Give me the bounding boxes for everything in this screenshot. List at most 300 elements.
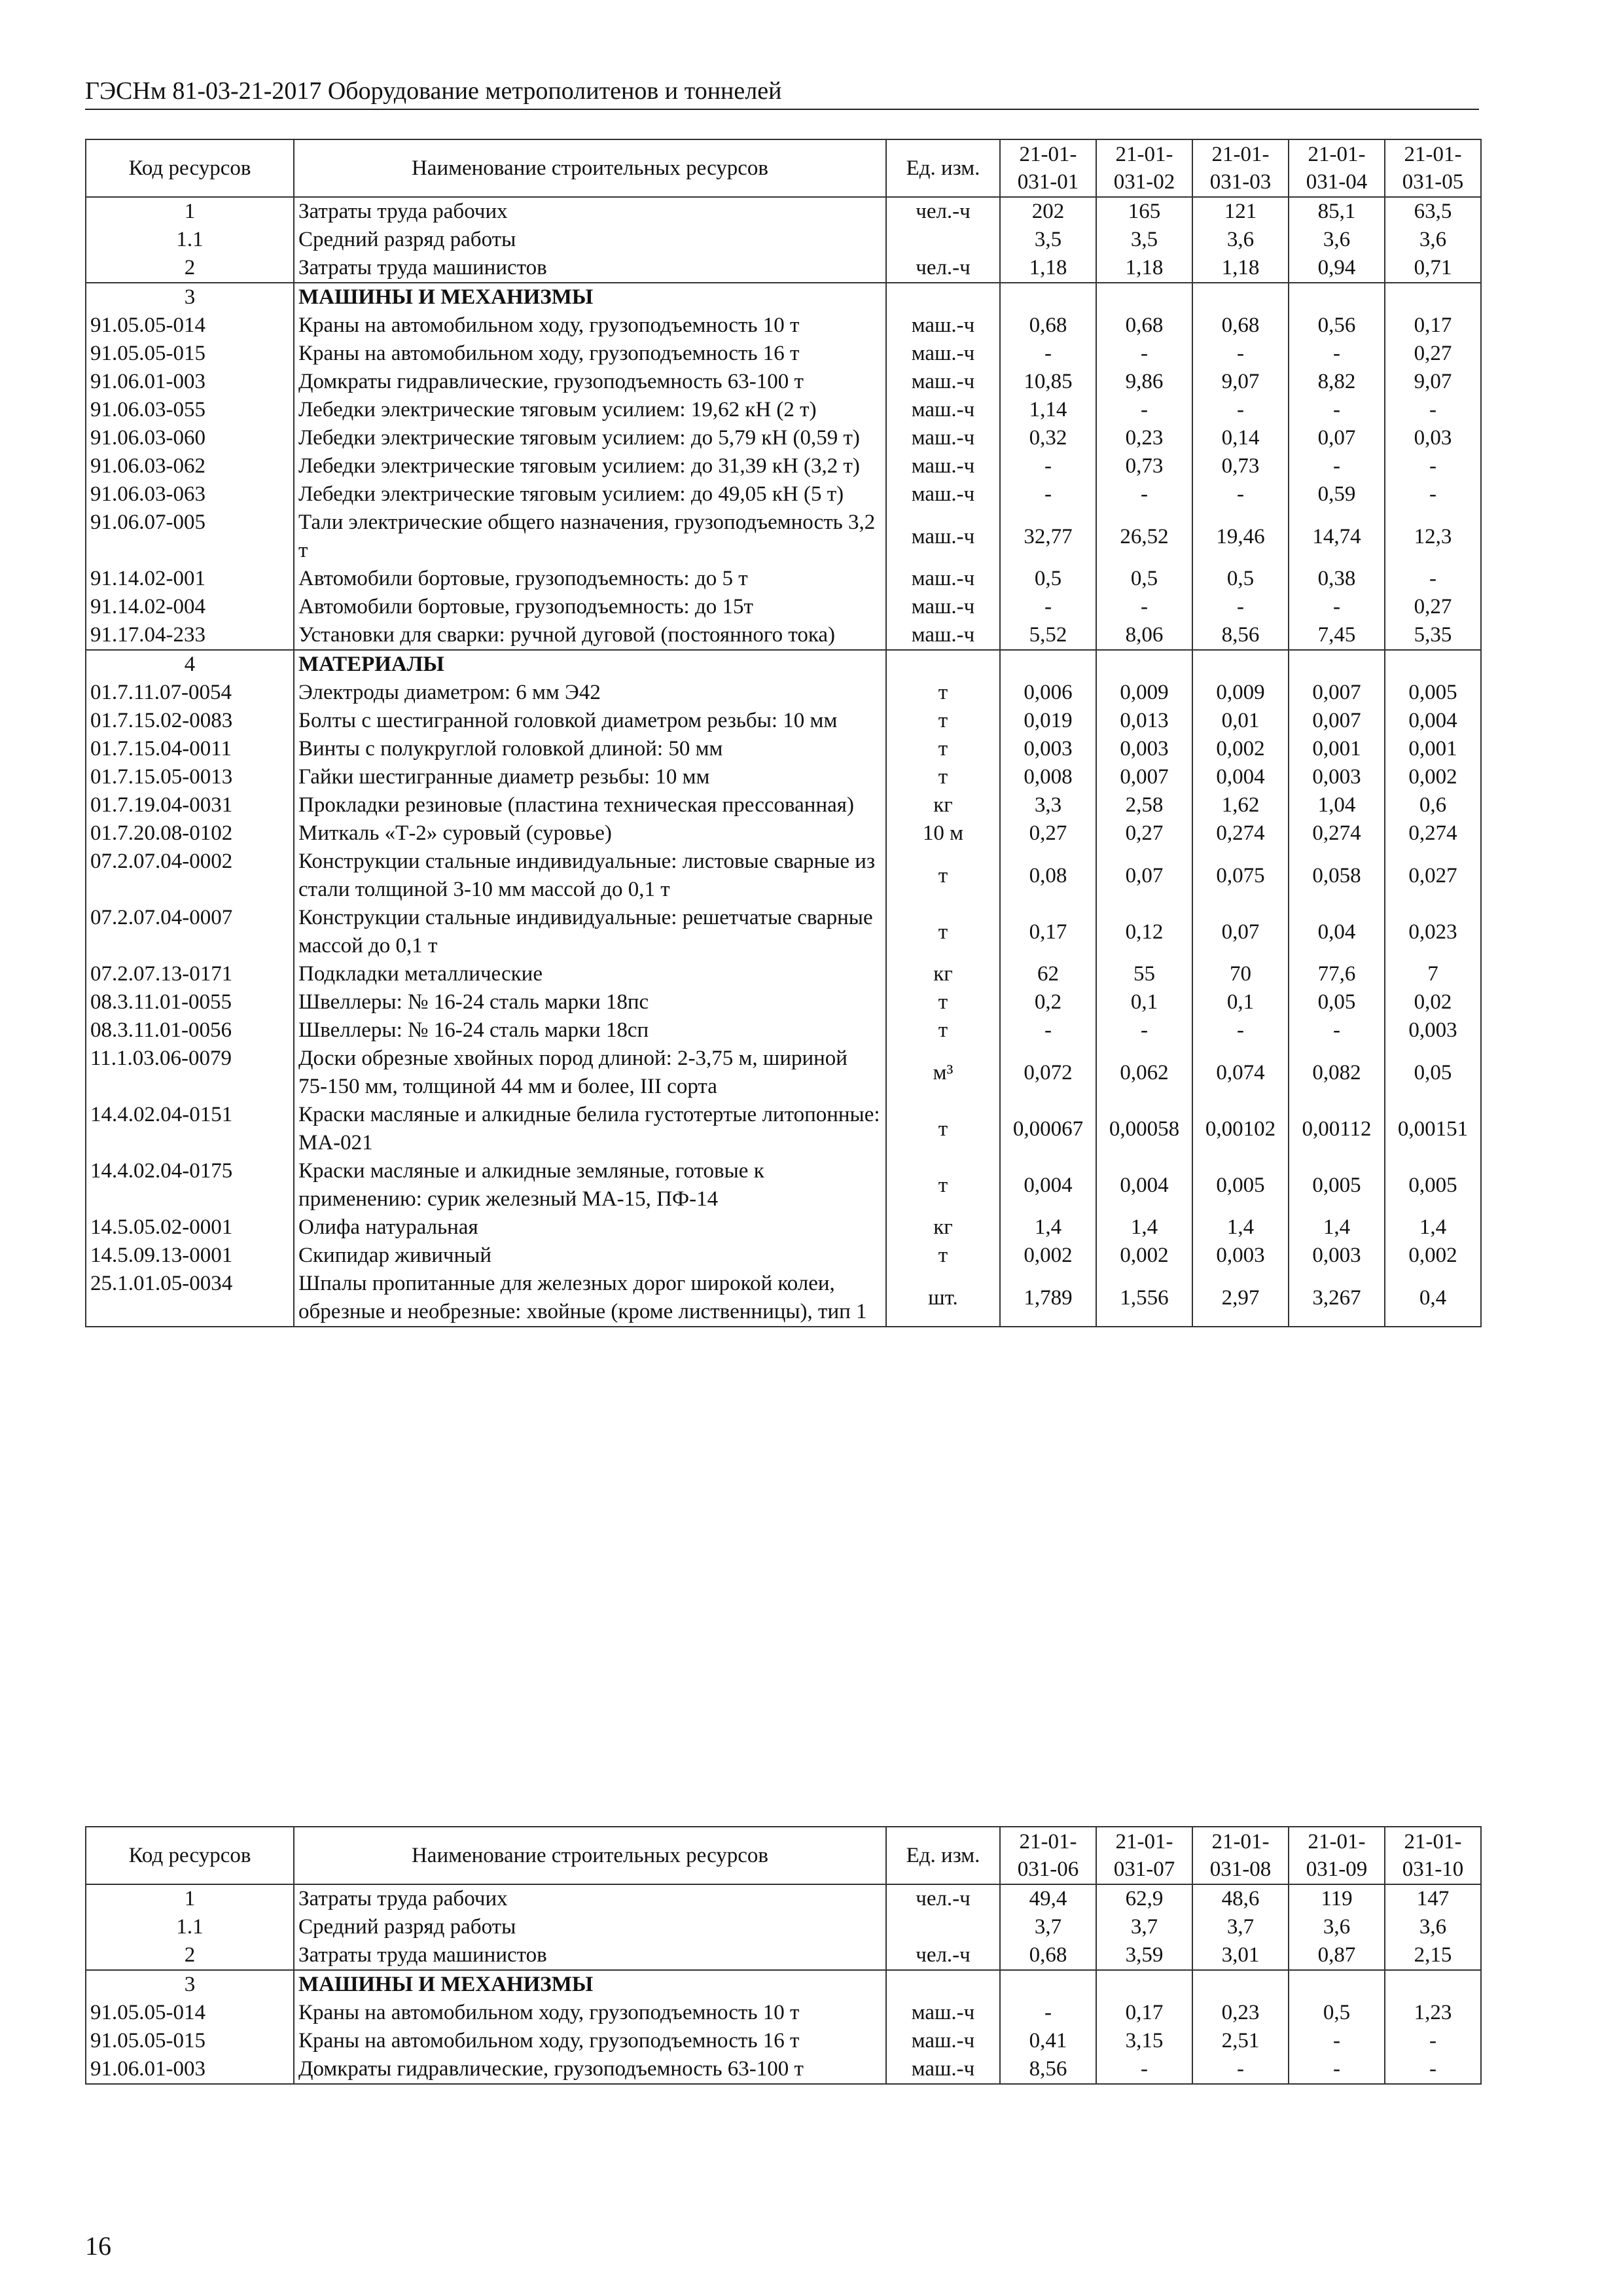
norm-value-cell: 0,007	[1289, 707, 1385, 735]
resource-code-cell: 01.7.15.02-0083	[86, 707, 294, 735]
unit-cell	[886, 226, 1000, 254]
column-header-norm: 21-01-031-04	[1289, 139, 1385, 197]
norm-value-cell: -	[1192, 480, 1289, 509]
unit-cell: кг	[886, 791, 1000, 819]
unit-cell: маш.-ч	[886, 2055, 1000, 2084]
table-row	[86, 283, 1481, 312]
resource-code-cell: 91.05.05-014	[86, 312, 294, 340]
norm-value-cell: -	[1192, 593, 1289, 621]
norm-value-cell: 2,15	[1385, 1941, 1481, 1970]
table-row	[86, 1941, 1481, 1970]
norm-value-cell: 1,23	[1385, 1999, 1481, 2027]
table-header-row	[86, 1827, 1481, 1884]
norm-value-cell: 63,5	[1385, 197, 1481, 226]
table-row	[86, 819, 1481, 848]
unit-cell: 10 м	[886, 819, 1000, 848]
norm-value-cell: 0,87	[1289, 1941, 1385, 1970]
resource-name-cell: Винты с полукруглой головкой длиной: 50 мм	[294, 735, 886, 763]
norm-value-cell: 7,45	[1289, 621, 1385, 650]
norm-value-cell: 70	[1192, 960, 1289, 988]
resource-name-cell: Шпалы пропитанные для железных дорог широкой колеи, обрезные и необрезные: хвойные (кроме лиственницы), тип 1	[294, 1270, 886, 1327]
norm-value-cell: 1,789	[1000, 1270, 1096, 1327]
norm-value-cell: 0,274	[1192, 819, 1289, 848]
unit-cell: маш.-ч	[886, 424, 1000, 452]
norm-value-cell: 3,7	[1096, 1913, 1192, 1941]
resource-name-cell: Затраты труда рабочих	[294, 197, 886, 226]
norm-value-cell: 0,73	[1192, 452, 1289, 480]
resource-code-cell: 11.1.03.06-0079	[86, 1045, 294, 1101]
norm-value-cell: 0,17	[1000, 904, 1096, 960]
norm-value-cell: 0,023	[1385, 904, 1481, 960]
norm-value-cell: -	[1192, 396, 1289, 424]
resource-name-cell: Домкраты гидравлические, грузоподъемность 63-100 т	[294, 2055, 886, 2084]
table-row	[86, 480, 1481, 509]
norm-value-cell	[1385, 1970, 1481, 1999]
norm-value-cell: 0,27	[1385, 593, 1481, 621]
norm-value-cell: 2,58	[1096, 791, 1192, 819]
norm-value-cell: 0,002	[1385, 1242, 1481, 1270]
table-row	[86, 791, 1481, 819]
norm-value-cell: -	[1385, 565, 1481, 593]
norm-value-cell: -	[1096, 480, 1192, 509]
resource-name-cell: Средний разряд работы	[294, 226, 886, 254]
norm-value-cell: 12,3	[1385, 509, 1481, 565]
table-row	[86, 679, 1481, 707]
norm-value-cell: 0,003	[1385, 1016, 1481, 1045]
unit-cell	[886, 1970, 1000, 1999]
unit-cell: маш.-ч	[886, 340, 1000, 368]
table-row	[86, 1884, 1481, 1913]
norm-value-cell	[1192, 650, 1289, 679]
norm-value-cell: 0,14	[1192, 424, 1289, 452]
norm-value-cell: 48,6	[1192, 1884, 1289, 1913]
resource-code-cell: 91.06.01-003	[86, 2055, 294, 2084]
unit-cell: шт.	[886, 1270, 1000, 1327]
unit-cell: чел.-ч	[886, 1941, 1000, 1970]
resource-name-cell: Болты с шестигранной головкой диаметром резьбы: 10 мм	[294, 707, 886, 735]
norm-value-cell: 0,072	[1000, 1045, 1096, 1101]
unit-cell: т	[886, 1016, 1000, 1045]
norm-value-cell: -	[1385, 2055, 1481, 2084]
norm-value-cell: -	[1289, 452, 1385, 480]
table-row	[86, 340, 1481, 368]
norm-value-cell: -	[1000, 340, 1096, 368]
norm-value-cell: 0,003	[1096, 735, 1192, 763]
resource-code-cell: 91.06.03-055	[86, 396, 294, 424]
norm-value-cell: 5,52	[1000, 621, 1096, 650]
norm-value-cell: 5,35	[1385, 621, 1481, 650]
norm-value-cell: 0,009	[1192, 679, 1289, 707]
norm-value-cell: 0,27	[1096, 819, 1192, 848]
resource-name-cell: Доски обрезные хвойных пород длиной: 2-3,75 м, шириной 75-150 мм, толщиной 44 мм и более, III сорта	[294, 1045, 886, 1101]
column-header-norm: 21-01-031-07	[1096, 1827, 1192, 1884]
norm-value-cell: -	[1385, 452, 1481, 480]
resource-code-cell: 91.14.02-004	[86, 593, 294, 621]
norm-value-cell: 0,00067	[1000, 1101, 1096, 1157]
norm-value-cell: -	[1096, 396, 1192, 424]
norm-value-cell: 0,32	[1000, 424, 1096, 452]
table-row	[86, 621, 1481, 650]
norm-value-cell: 0,68	[1000, 312, 1096, 340]
resource-code-cell: 01.7.11.07-0054	[86, 679, 294, 707]
table-row	[86, 424, 1481, 452]
table-row	[86, 565, 1481, 593]
unit-cell: маш.-ч	[886, 2027, 1000, 2055]
norm-value-cell: 1,556	[1096, 1270, 1192, 1327]
table-row	[86, 1970, 1481, 1999]
resource-name-cell: Конструкции стальные индивидуальные: решетчатые сварные массой до 0,1 т	[294, 904, 886, 960]
column-header-norm: 21-01-031-06	[1000, 1827, 1096, 1884]
norm-value-cell: 1,4	[1000, 1213, 1096, 1242]
unit-cell: маш.-ч	[886, 312, 1000, 340]
page-header: ГЭСНм 81-03-21-2017 Оборудование метрополитенов и тоннелей	[85, 76, 1479, 110]
column-header-norm: 21-01-031-08	[1192, 1827, 1289, 1884]
norm-value-cell: 3,5	[1096, 226, 1192, 254]
resource-code-cell: 91.06.01-003	[86, 368, 294, 396]
resource-name-cell: Краны на автомобильном ходу, грузоподъемность 10 т	[294, 312, 886, 340]
norm-value-cell: 3,01	[1192, 1941, 1289, 1970]
resource-name-cell: Лебедки электрические тяговым усилием: 19,62 кН (2 т)	[294, 396, 886, 424]
norm-value-cell: 1,18	[1192, 254, 1289, 283]
norm-value-cell: 0,274	[1385, 819, 1481, 848]
column-header-norm: 21-01-031-01	[1000, 139, 1096, 197]
norm-value-cell: 0,07	[1192, 904, 1289, 960]
norm-value-cell: 0,003	[1192, 1242, 1289, 1270]
table-row	[86, 312, 1481, 340]
resource-name-cell: Швеллеры: № 16-24 сталь марки 18пс	[294, 988, 886, 1016]
norm-value-cell: 0,075	[1192, 848, 1289, 904]
norm-value-cell: 0,058	[1289, 848, 1385, 904]
norm-value-cell	[1192, 1970, 1289, 1999]
norm-value-cell: 0,23	[1096, 424, 1192, 452]
norm-value-cell: 0,004	[1385, 707, 1481, 735]
norm-value-cell: 0,38	[1289, 565, 1385, 593]
norm-value-cell: 0,6	[1385, 791, 1481, 819]
norm-value-cell: 77,6	[1289, 960, 1385, 988]
table-row	[86, 650, 1481, 679]
unit-cell: маш.-ч	[886, 509, 1000, 565]
norm-value-cell: 0,004	[1000, 1157, 1096, 1213]
norm-value-cell: 0,17	[1385, 312, 1481, 340]
norm-value-cell: 0,68	[1096, 312, 1192, 340]
norm-value-cell: 10,85	[1000, 368, 1096, 396]
norm-value-cell: 0,00102	[1192, 1101, 1289, 1157]
table-row	[86, 226, 1481, 254]
table-row	[86, 197, 1481, 226]
norm-value-cell: -	[1096, 593, 1192, 621]
norm-value-cell: 9,07	[1192, 368, 1289, 396]
unit-cell: т	[886, 988, 1000, 1016]
norm-value-cell: 0,001	[1385, 735, 1481, 763]
unit-cell: т	[886, 679, 1000, 707]
norm-value-cell: 0,07	[1096, 848, 1192, 904]
resource-code-cell: 07.2.07.04-0002	[86, 848, 294, 904]
table-row	[86, 1101, 1481, 1157]
norm-value-cell: -	[1096, 2055, 1192, 2084]
norm-value-cell: 7	[1385, 960, 1481, 988]
unit-cell: маш.-ч	[886, 565, 1000, 593]
resource-name-cell: Затраты труда рабочих	[294, 1884, 886, 1913]
column-header-norm: 21-01-031-05	[1385, 139, 1481, 197]
column-header-norm: 21-01-031-02	[1096, 139, 1192, 197]
norm-value-cell: 0,03	[1385, 424, 1481, 452]
resource-code-cell: 01.7.15.04-0011	[86, 735, 294, 763]
norm-value-cell: 0,008	[1000, 763, 1096, 791]
resource-code-cell: 01.7.20.08-0102	[86, 819, 294, 848]
resource-name-cell: Гайки шестигранные диаметр резьбы: 10 мм	[294, 763, 886, 791]
norm-value-cell: 0,12	[1096, 904, 1192, 960]
norm-value-cell: 121	[1192, 197, 1289, 226]
norm-value-cell: 0,019	[1000, 707, 1096, 735]
norm-value-cell: 0,68	[1000, 1941, 1096, 1970]
norm-value-cell: 0,001	[1289, 735, 1385, 763]
resource-code-cell: 91.05.05-015	[86, 2027, 294, 2055]
resource-name-cell: Автомобили бортовые, грузоподъемность: до 5 т	[294, 565, 886, 593]
resource-code-cell: 25.1.01.05-0034	[86, 1270, 294, 1327]
norm-value-cell: 3,6	[1289, 1913, 1385, 1941]
unit-cell: маш.-ч	[886, 452, 1000, 480]
table-row	[86, 988, 1481, 1016]
resource-code-cell: 91.06.07-005	[86, 509, 294, 565]
column-header-code: Код ресурсов	[86, 139, 294, 197]
norm-value-cell	[1096, 1970, 1192, 1999]
norm-value-cell: 0,009	[1096, 679, 1192, 707]
resource-code-cell: 91.17.04-233	[86, 621, 294, 650]
unit-cell: т	[886, 763, 1000, 791]
norm-value-cell: 8,56	[1000, 2055, 1096, 2084]
unit-cell: т	[886, 848, 1000, 904]
unit-cell: т	[886, 1101, 1000, 1157]
norm-value-cell: 0,062	[1096, 1045, 1192, 1101]
norm-value-cell: 0,5	[1192, 565, 1289, 593]
norm-value-cell: 55	[1096, 960, 1192, 988]
norm-value-cell: 3,267	[1289, 1270, 1385, 1327]
unit-cell: т	[886, 707, 1000, 735]
norm-value-cell: 85,1	[1289, 197, 1385, 226]
norm-value-cell: 0,027	[1385, 848, 1481, 904]
norm-value-cell: 3,6	[1385, 1913, 1481, 1941]
column-header-code: Код ресурсов	[86, 1827, 294, 1884]
norm-value-cell: -	[1385, 2027, 1481, 2055]
resource-name-cell: Краны на автомобильном ходу, грузоподъемность 10 т	[294, 1999, 886, 2027]
table-row	[86, 960, 1481, 988]
norm-value-cell: 0,074	[1192, 1045, 1289, 1101]
resource-code-cell: 91.06.03-063	[86, 480, 294, 509]
norm-value-cell: 0,005	[1192, 1157, 1289, 1213]
resource-name-cell: Краны на автомобильном ходу, грузоподъемность 16 т	[294, 2027, 886, 2055]
table-row	[86, 396, 1481, 424]
norm-value-cell	[1096, 650, 1192, 679]
table-header-row	[86, 139, 1481, 197]
norm-value-cell: 0,013	[1096, 707, 1192, 735]
unit-cell: маш.-ч	[886, 480, 1000, 509]
norm-value-cell: 0,27	[1385, 340, 1481, 368]
unit-cell: маш.-ч	[886, 368, 1000, 396]
norm-value-cell: 8,82	[1289, 368, 1385, 396]
norm-value-cell: -	[1289, 1016, 1385, 1045]
norm-value-cell	[1000, 283, 1096, 312]
norm-value-cell: 0,08	[1000, 848, 1096, 904]
norm-value-cell: 0,002	[1192, 735, 1289, 763]
resource-name-cell: Установки для сварки: ручной дуговой (постоянного тока)	[294, 621, 886, 650]
resource-code-cell: 1.1	[86, 226, 294, 254]
norm-value-cell: 0,002	[1096, 1242, 1192, 1270]
unit-cell: маш.-ч	[886, 621, 1000, 650]
norm-value-cell: 1,04	[1289, 791, 1385, 819]
resource-table-2	[85, 1826, 1482, 2085]
norm-value-cell: 26,52	[1096, 509, 1192, 565]
norm-value-cell: -	[1000, 480, 1096, 509]
resource-name-cell: Олифа натуральная	[294, 1213, 886, 1242]
norm-value-cell	[1289, 1970, 1385, 1999]
unit-cell: чел.-ч	[886, 254, 1000, 283]
resource-name-cell: Лебедки электрические тяговым усилием: до 49,05 кН (5 т)	[294, 480, 886, 509]
resource-code-cell: 08.3.11.01-0056	[86, 1016, 294, 1045]
norm-value-cell: -	[1000, 1016, 1096, 1045]
table-row	[86, 509, 1481, 565]
resource-name-cell: Скипидар живичный	[294, 1242, 886, 1270]
column-header-norm: 21-01-031-09	[1289, 1827, 1385, 1884]
norm-value-cell: 49,4	[1000, 1884, 1096, 1913]
norm-value-cell: 1,4	[1289, 1213, 1385, 1242]
norm-value-cell: 0,00058	[1096, 1101, 1192, 1157]
table-row	[86, 2027, 1481, 2055]
norm-value-cell: 62,9	[1096, 1884, 1192, 1913]
norm-value-cell: 32,77	[1000, 509, 1096, 565]
norm-value-cell: 0,27	[1000, 819, 1096, 848]
norm-value-cell: 0,5	[1000, 565, 1096, 593]
norm-value-cell: 1,14	[1000, 396, 1096, 424]
resource-code-cell: 1.1	[86, 1913, 294, 1941]
norm-value-cell: -	[1289, 593, 1385, 621]
table-body	[86, 1884, 1481, 2084]
unit-cell	[886, 283, 1000, 312]
resource-code-cell: 91.06.03-060	[86, 424, 294, 452]
resource-code-cell: 91.14.02-001	[86, 565, 294, 593]
resource-name-cell: Лебедки электрические тяговым усилием: до 5,79 кН (0,59 т)	[294, 424, 886, 452]
table-body	[86, 197, 1481, 1327]
norm-value-cell: 3,7	[1192, 1913, 1289, 1941]
resource-code-cell: 91.06.03-062	[86, 452, 294, 480]
resource-name-cell: Краны на автомобильном ходу, грузоподъемность 16 т	[294, 340, 886, 368]
norm-value-cell: -	[1192, 2055, 1289, 2084]
norm-value-cell: 0,05	[1289, 988, 1385, 1016]
norm-value-cell: 0,07	[1289, 424, 1385, 452]
column-header-name: Наименование строительных ресурсов	[294, 1827, 886, 1884]
norm-value-cell: -	[1000, 452, 1096, 480]
norm-value-cell: 0,004	[1096, 1157, 1192, 1213]
norm-value-cell: -	[1289, 396, 1385, 424]
resource-name-cell: Миткаль «Т-2» суровый (суровье)	[294, 819, 886, 848]
table-row	[86, 593, 1481, 621]
resource-name-cell: Средний разряд работы	[294, 1913, 886, 1941]
norm-value-cell: 0,005	[1385, 679, 1481, 707]
norm-value-cell: 0,005	[1385, 1157, 1481, 1213]
table-row	[86, 2055, 1481, 2084]
norm-value-cell: 0,00112	[1289, 1101, 1385, 1157]
resource-name-cell: Тали электрические общего назначения, грузоподъемность 3,2 т	[294, 509, 886, 565]
norm-value-cell: 3,6	[1289, 226, 1385, 254]
table-row	[86, 848, 1481, 904]
norm-value-cell: 62	[1000, 960, 1096, 988]
norm-value-cell	[1289, 283, 1385, 312]
table-row	[86, 1913, 1481, 1941]
resource-code-cell: 14.5.09.13-0001	[86, 1242, 294, 1270]
table-row	[86, 1270, 1481, 1327]
norm-value-cell: 8,06	[1096, 621, 1192, 650]
table-row	[86, 1045, 1481, 1101]
norm-value-cell: 3,5	[1000, 226, 1096, 254]
norm-value-cell: 0,003	[1000, 735, 1096, 763]
table-row	[86, 1999, 1481, 2027]
norm-value-cell: 0,002	[1385, 763, 1481, 791]
norm-value-cell: 3,6	[1385, 226, 1481, 254]
norm-value-cell: 0,003	[1289, 1242, 1385, 1270]
resource-code-cell: 3	[86, 1970, 294, 1999]
norm-value-cell	[1385, 283, 1481, 312]
resource-name-cell: Конструкции стальные индивидуальные: листовые сварные из стали толщиной 3-10 мм массой до 0,1 т	[294, 848, 886, 904]
norm-value-cell	[1385, 650, 1481, 679]
resource-name-cell: Лебедки электрические тяговым усилием: до 31,39 кН (3,2 т)	[294, 452, 886, 480]
norm-value-cell: -	[1289, 2027, 1385, 2055]
column-header-norm: 21-01-031-03	[1192, 139, 1289, 197]
unit-cell: чел.-ч	[886, 1884, 1000, 1913]
unit-cell	[886, 1913, 1000, 1941]
norm-value-cell: -	[1289, 2055, 1385, 2084]
table-row	[86, 1242, 1481, 1270]
resource-code-cell: 1	[86, 1884, 294, 1913]
resource-code-cell: 91.05.05-015	[86, 340, 294, 368]
norm-value-cell: 0,23	[1192, 1999, 1289, 2027]
resource-name-cell: МАТЕРИАЛЫ	[294, 650, 886, 679]
resource-code-cell: 14.5.05.02-0001	[86, 1213, 294, 1242]
resource-name-cell: Краски масляные и алкидные белила густотертые литопонные: МА-021	[294, 1101, 886, 1157]
norm-value-cell: 2,97	[1192, 1270, 1289, 1327]
norm-value-cell: -	[1192, 1016, 1289, 1045]
norm-value-cell: -	[1289, 340, 1385, 368]
resource-name-cell: Швеллеры: № 16-24 сталь марки 18сп	[294, 1016, 886, 1045]
norm-value-cell: 147	[1385, 1884, 1481, 1913]
unit-cell: маш.-ч	[886, 593, 1000, 621]
norm-value-cell: -	[1192, 340, 1289, 368]
norm-value-cell: 1,4	[1096, 1213, 1192, 1242]
norm-value-cell: -	[1000, 1999, 1096, 2027]
table-row	[86, 763, 1481, 791]
norm-value-cell: 1,18	[1096, 254, 1192, 283]
norm-value-cell: 3,59	[1096, 1941, 1192, 1970]
resource-code-cell: 4	[86, 650, 294, 679]
resource-code-cell: 08.3.11.01-0055	[86, 988, 294, 1016]
norm-value-cell: -	[1000, 593, 1096, 621]
resource-name-cell: Прокладки резиновые (пластина техническая прессованная)	[294, 791, 886, 819]
resource-code-cell: 01.7.15.05-0013	[86, 763, 294, 791]
norm-value-cell: 0,007	[1289, 679, 1385, 707]
resource-name-cell: Подкладки металлические	[294, 960, 886, 988]
norm-value-cell	[1000, 1970, 1096, 1999]
norm-value-cell: 1,62	[1192, 791, 1289, 819]
norm-value-cell: 0,003	[1289, 763, 1385, 791]
norm-value-cell: 0,94	[1289, 254, 1385, 283]
norm-value-cell: 0,68	[1192, 312, 1289, 340]
norm-value-cell: 9,86	[1096, 368, 1192, 396]
norm-value-cell: 0,00151	[1385, 1101, 1481, 1157]
norm-value-cell: 1,4	[1192, 1213, 1289, 1242]
norm-value-cell: 3,3	[1000, 791, 1096, 819]
norm-value-cell: 3,6	[1192, 226, 1289, 254]
table-row	[86, 254, 1481, 283]
norm-value-cell: 202	[1000, 197, 1096, 226]
table-row	[86, 452, 1481, 480]
